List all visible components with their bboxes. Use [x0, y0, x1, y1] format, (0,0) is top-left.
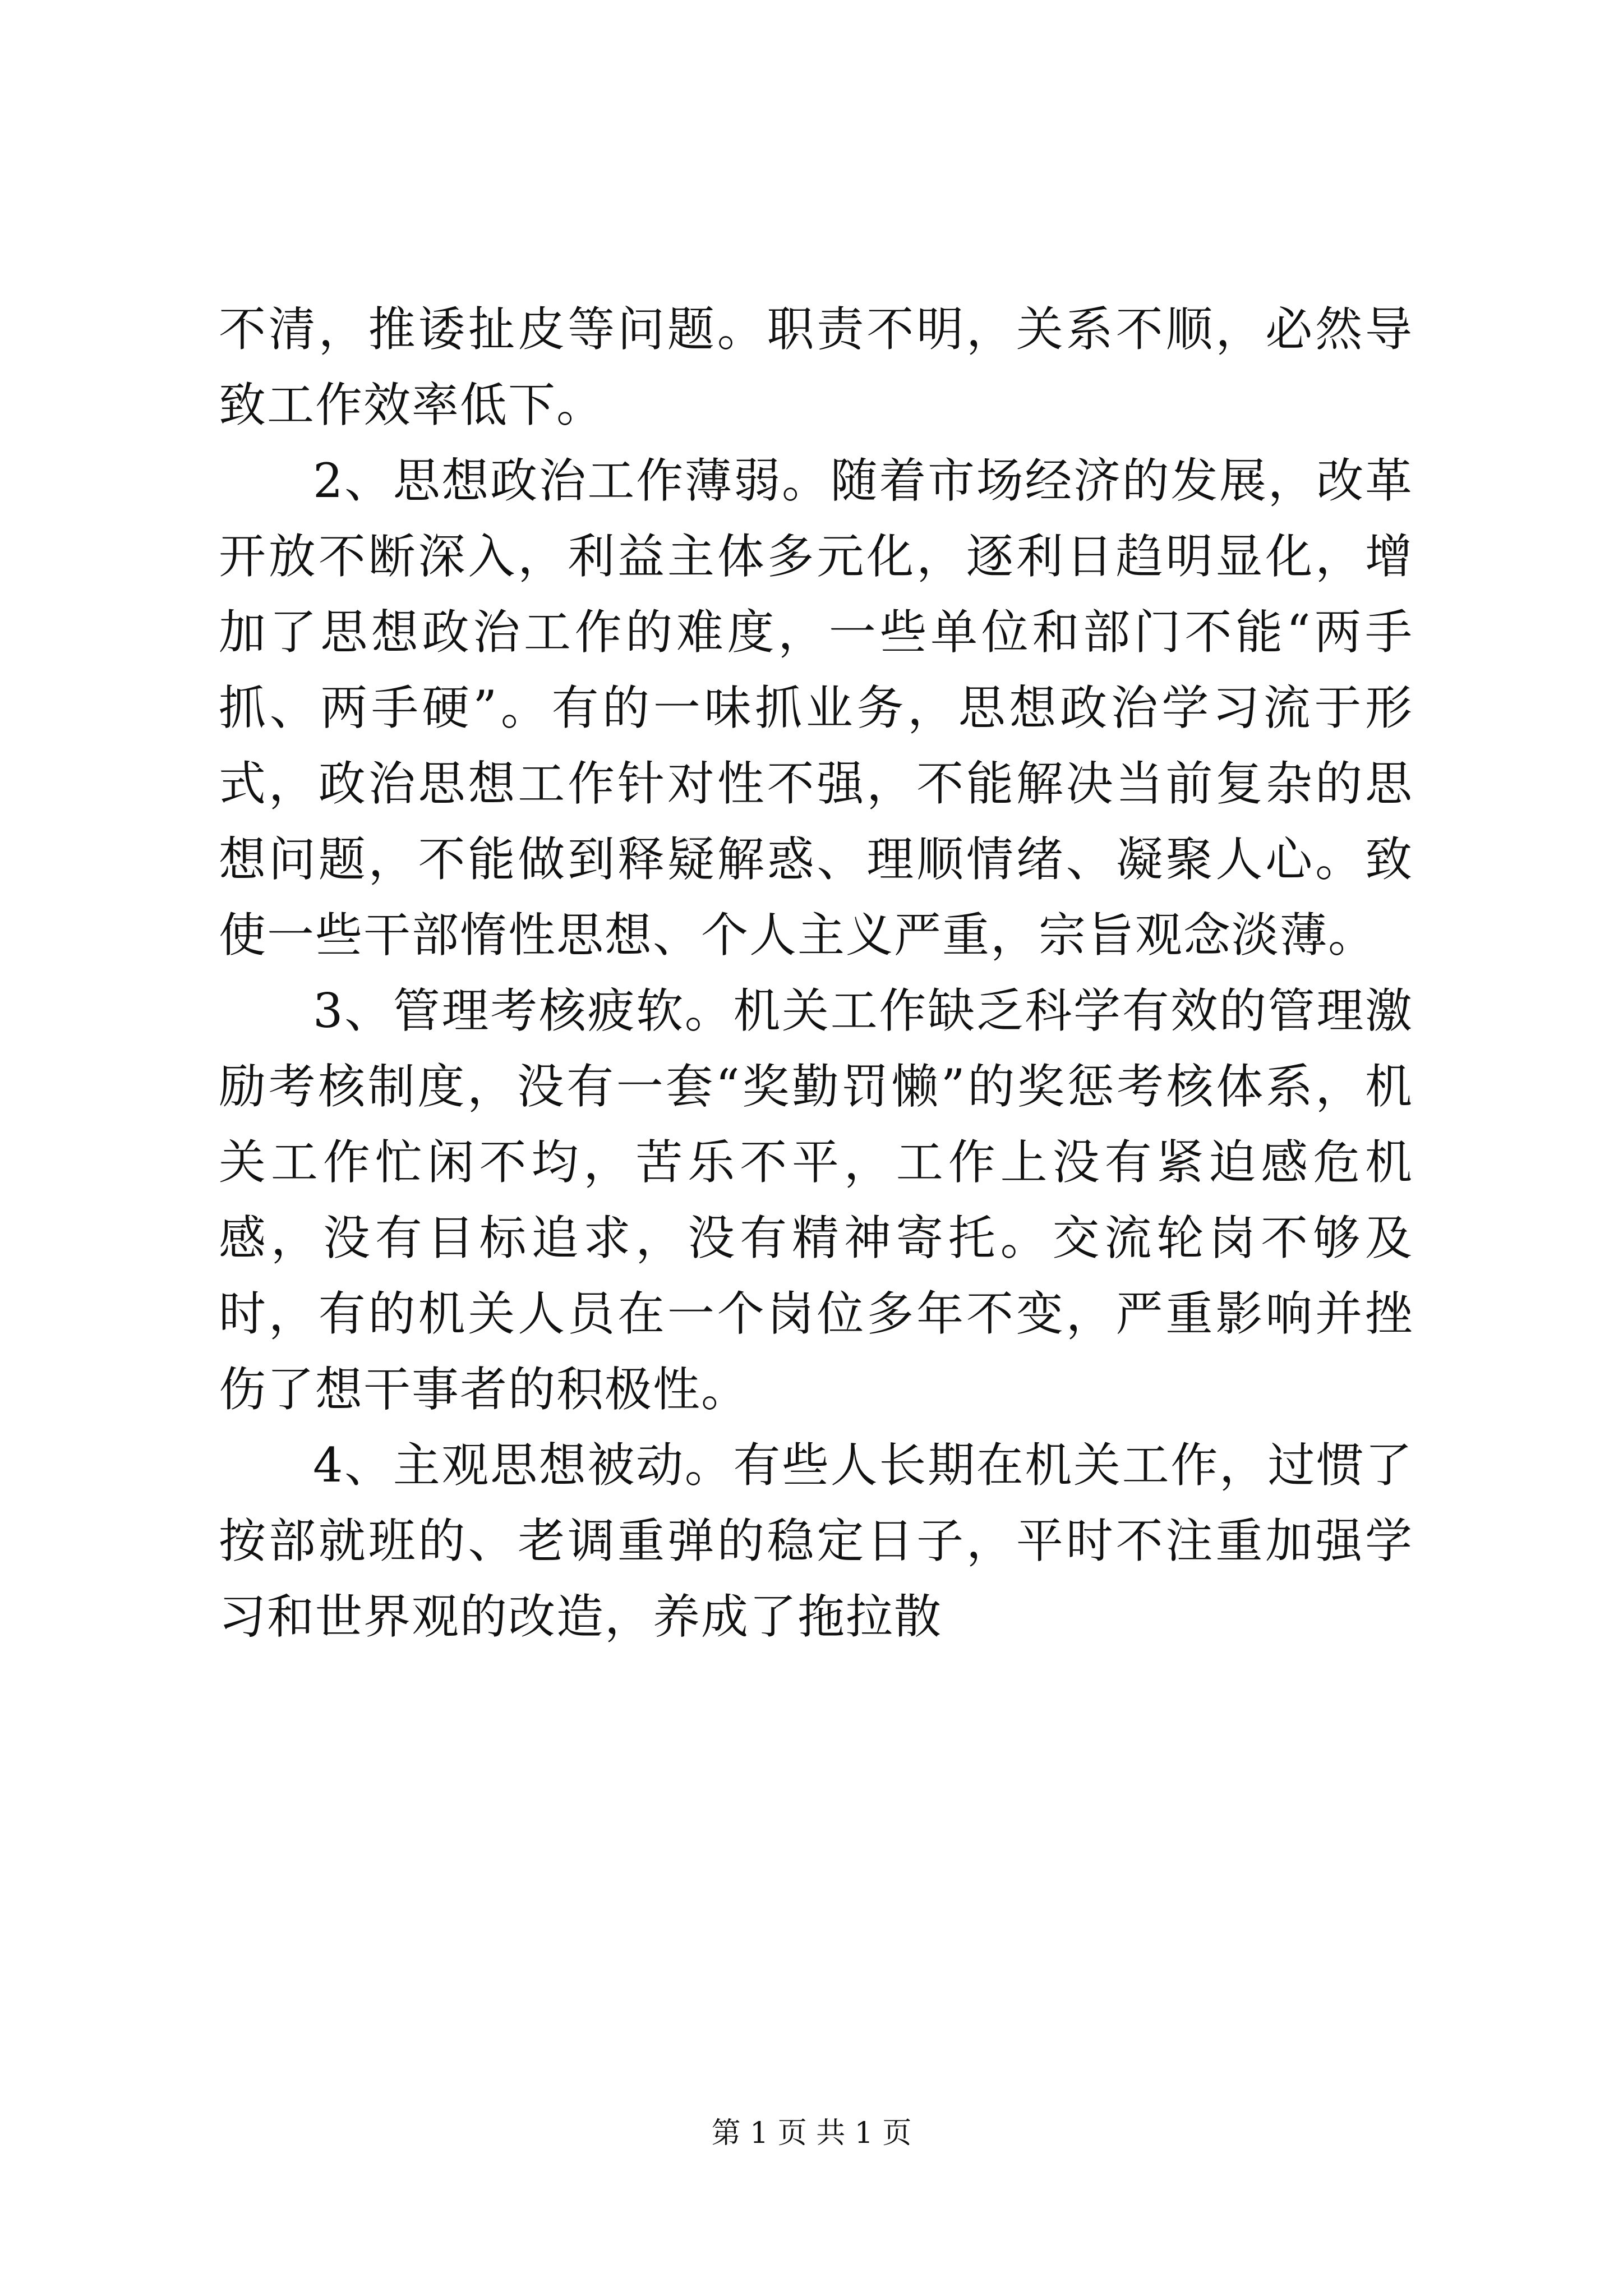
- paragraph-item-4: 4、主观思想被动。有些人长期在机关工作，过惯了按部就班的、老调重弹的稳定日子，平时不注重加强学习和世界观的改造，养成了拖拉散: [219, 1438, 1413, 1644]
- document-body: [219, 292, 1413, 1655]
- page-number-footer: 第 1 页 共 1 页: [711, 2116, 912, 2150]
- paragraph-item-3: 3、管理考核疲软。机关工作缺乏科学有效的管理激励考核制度，没有一套“奖勤罚懒”的奖惩考核体系，机关工作忙闲不均，苦乐不平，工作上没有紧迫感危机感，没有目标追求，没有精神寄托。交流轮岗不够及时，有的机关人员在一个岗位多年不变，严重影响并挫伤了想干事者的积极性。: [219, 983, 1413, 1417]
- paragraph-continuation: 不清，推诿扯皮等问题。职责不明，关系不顺，必然导致工作效率低下。: [219, 302, 1413, 432]
- paragraph-item-2: 2、思想政治工作薄弱。随着市场经济的发展，改革开放不断深入，利益主体多元化，逐利日趋明显化，增加了思想政治工作的难度，一些单位和部门不能“两手抓、两手硬”。有的一味抓业务，思想政治学习流于形式，政治思想工作针对性不强，不能解决当前复杂的思想问题，不能做到释疑解惑、理顺情绪、凝聚人心。致使一些干部惰性思想、个人主义严重，宗旨观念淡薄。: [219, 453, 1413, 963]
